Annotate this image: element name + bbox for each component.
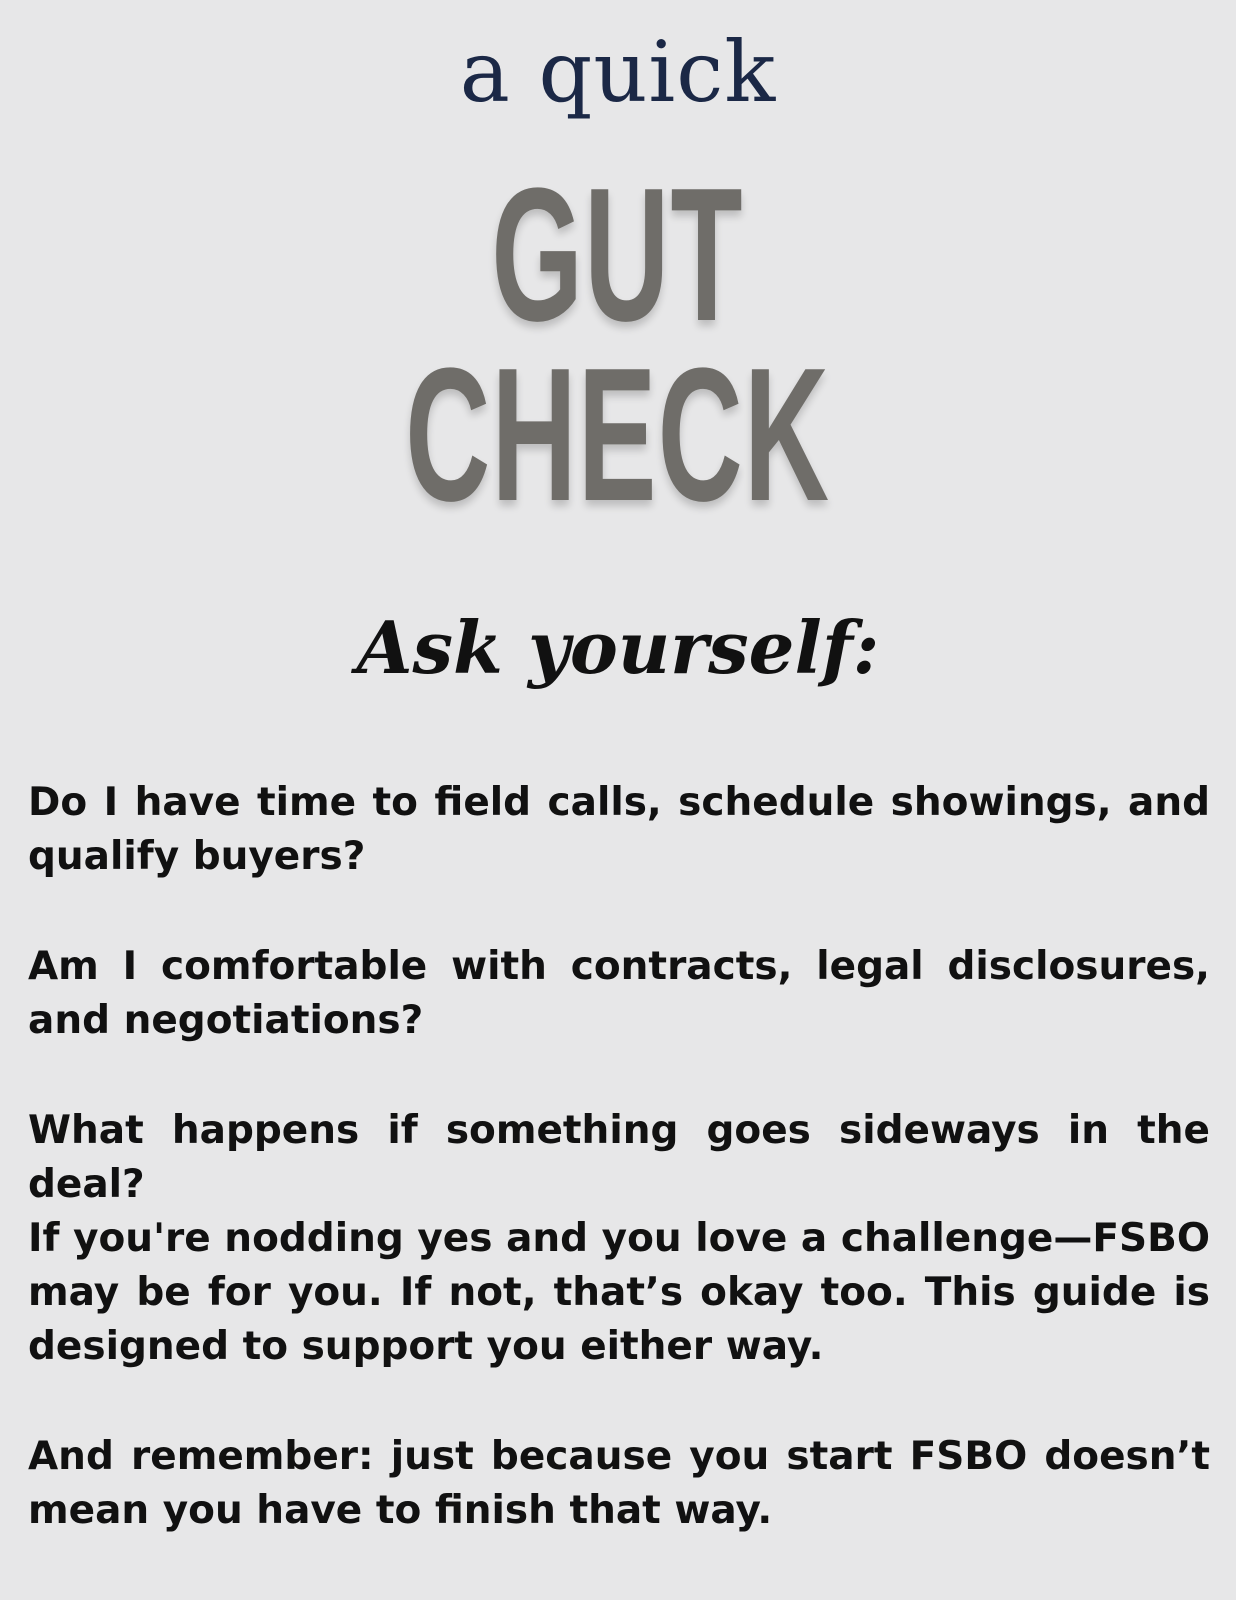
title-gut-text: GUT bbox=[491, 149, 745, 361]
reminder-paragraph: And remember: just because you start FSBO doesn’t mean you have to finish that way. bbox=[28, 1434, 1210, 1533]
closing-paragraph: If you're nodding yes and you love a challenge—FSBO may be for you. If not, that’s okay too. This guide is designed to support you either way. bbox=[28, 1216, 1210, 1369]
question-sideways: What happens if something goes sideways in the deal? bbox=[28, 1108, 1210, 1207]
title-check-text: CHECK bbox=[405, 329, 831, 541]
title-line-check bbox=[0, 329, 1236, 541]
title-line-gut bbox=[0, 149, 1236, 361]
question-contracts: Am I comfortable with contracts, legal disclosures, and negotiations? bbox=[28, 944, 1210, 1043]
question-time: Do I have time to field calls, schedule showings, and qualify buyers? bbox=[28, 780, 1210, 879]
kicker-text: a quick bbox=[459, 23, 777, 121]
ask-yourself-heading: Ask yourself: bbox=[356, 605, 880, 690]
